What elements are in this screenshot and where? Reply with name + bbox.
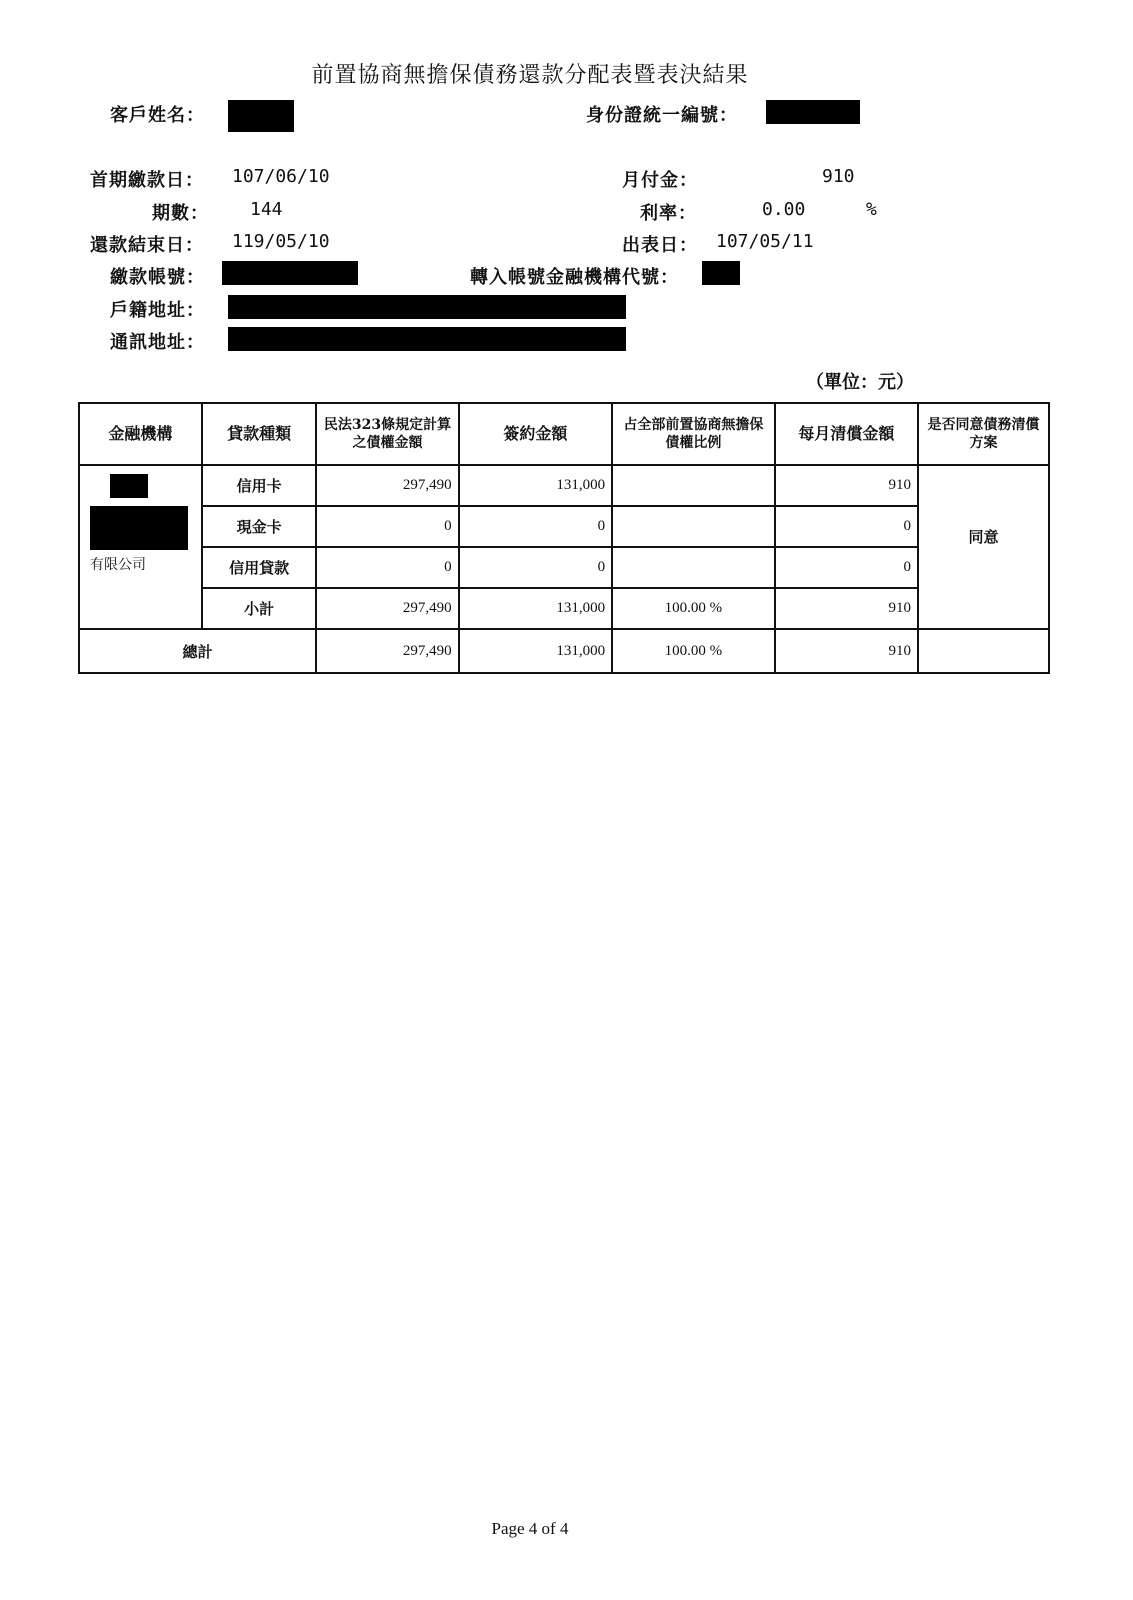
monthly-amount: 0 — [775, 506, 918, 547]
claim-amount: 0 — [316, 547, 458, 588]
header-agreement: 是否同意債務清償方案 — [918, 403, 1049, 465]
subtotal-label: 小計 — [202, 588, 317, 629]
institution-code-redaction — [110, 474, 148, 498]
total-row — [79, 629, 1049, 673]
header-institution: 金融機構 — [79, 403, 202, 465]
distribution-table — [78, 402, 1050, 674]
customer-name-redaction — [228, 100, 294, 132]
total-claim: 297,490 — [316, 629, 458, 673]
loan-type: 信用貸款 — [202, 547, 317, 588]
header-monthly-amount: 每月清償金額 — [775, 403, 918, 465]
monthly-payment-value: 910 — [822, 166, 855, 187]
institution-suffix: 有限公司 — [90, 558, 146, 573]
ratio — [612, 506, 775, 547]
payment-account-label: 繳款帳號： — [110, 267, 205, 288]
subtotal-claim: 297,490 — [316, 588, 458, 629]
periods-label: 期數： — [152, 203, 209, 224]
interest-rate-value: 0.00 — [762, 199, 806, 220]
unit-note: （單位：元） — [806, 372, 914, 393]
interest-rate-label: 利率： — [640, 203, 697, 224]
periods-value: 144 — [250, 199, 283, 220]
agreement-cell: 同意 — [918, 465, 1049, 629]
issue-date-label: 出表日： — [622, 235, 698, 256]
registered-address-redaction — [228, 295, 626, 319]
end-date-value: 119/05/10 — [232, 231, 330, 252]
registered-address-label: 戶籍地址： — [110, 300, 205, 321]
end-date-label: 還款結束日： — [90, 235, 204, 256]
header-contract-amount: 簽約金額 — [459, 403, 612, 465]
loan-type: 信用卡 — [202, 465, 317, 506]
id-number-redaction — [766, 100, 860, 124]
subtotal-contract: 131,000 — [459, 588, 612, 629]
transfer-bank-code-redaction — [702, 261, 740, 285]
id-number-label: 身份證統一編號： — [586, 105, 738, 126]
loan-type: 現金卡 — [202, 506, 317, 547]
first-payment-date-value: 107/06/10 — [232, 166, 330, 187]
ratio — [612, 547, 775, 588]
issue-date-value: 107/05/11 — [716, 231, 814, 252]
table-header-row — [79, 403, 1049, 465]
header-ratio: 占全部前置協商無擔保債權比例 — [612, 403, 775, 465]
transfer-bank-code-label: 轉入帳號金融機構代號： — [470, 267, 679, 288]
mailing-address-label: 通訊地址： — [110, 332, 205, 353]
page-footer: Page 4 of 4 — [491, 1519, 569, 1538]
monthly-amount: 0 — [775, 547, 918, 588]
mailing-address-redaction — [228, 327, 626, 351]
claim-amount: 297,490 — [316, 465, 458, 506]
institution-cell — [79, 465, 202, 629]
total-label: 總計 — [79, 629, 316, 673]
monthly-amount: 910 — [775, 465, 918, 506]
table-row — [79, 465, 1049, 506]
institution-name-redaction — [90, 506, 188, 550]
claim-amount: 0 — [316, 506, 458, 547]
interest-rate-percent: % — [866, 199, 877, 220]
total-contract: 131,000 — [459, 629, 612, 673]
total-monthly: 910 — [775, 629, 918, 673]
document-title: 前置協商無擔保債務還款分配表暨表決結果 — [311, 63, 749, 88]
header-loan-type: 貸款種類 — [202, 403, 317, 465]
contract-amount: 0 — [459, 506, 612, 547]
table-row — [79, 506, 1049, 547]
contract-amount: 131,000 — [459, 465, 612, 506]
payment-account-redaction — [222, 261, 358, 285]
subtotal-row — [79, 588, 1049, 629]
first-payment-date-label: 首期繳款日： — [90, 170, 204, 191]
total-ratio: 100.00 % — [612, 629, 775, 673]
subtotal-ratio: 100.00 % — [612, 588, 775, 629]
total-agreement-cell — [918, 629, 1049, 673]
header-claim-amount: 民法323條規定計算之債權金額 — [316, 403, 458, 465]
contract-amount: 0 — [459, 547, 612, 588]
subtotal-monthly: 910 — [775, 588, 918, 629]
ratio — [612, 465, 775, 506]
customer-name-label: 客戶姓名： — [110, 105, 205, 126]
monthly-payment-label: 月付金： — [622, 170, 698, 191]
table-row — [79, 547, 1049, 588]
